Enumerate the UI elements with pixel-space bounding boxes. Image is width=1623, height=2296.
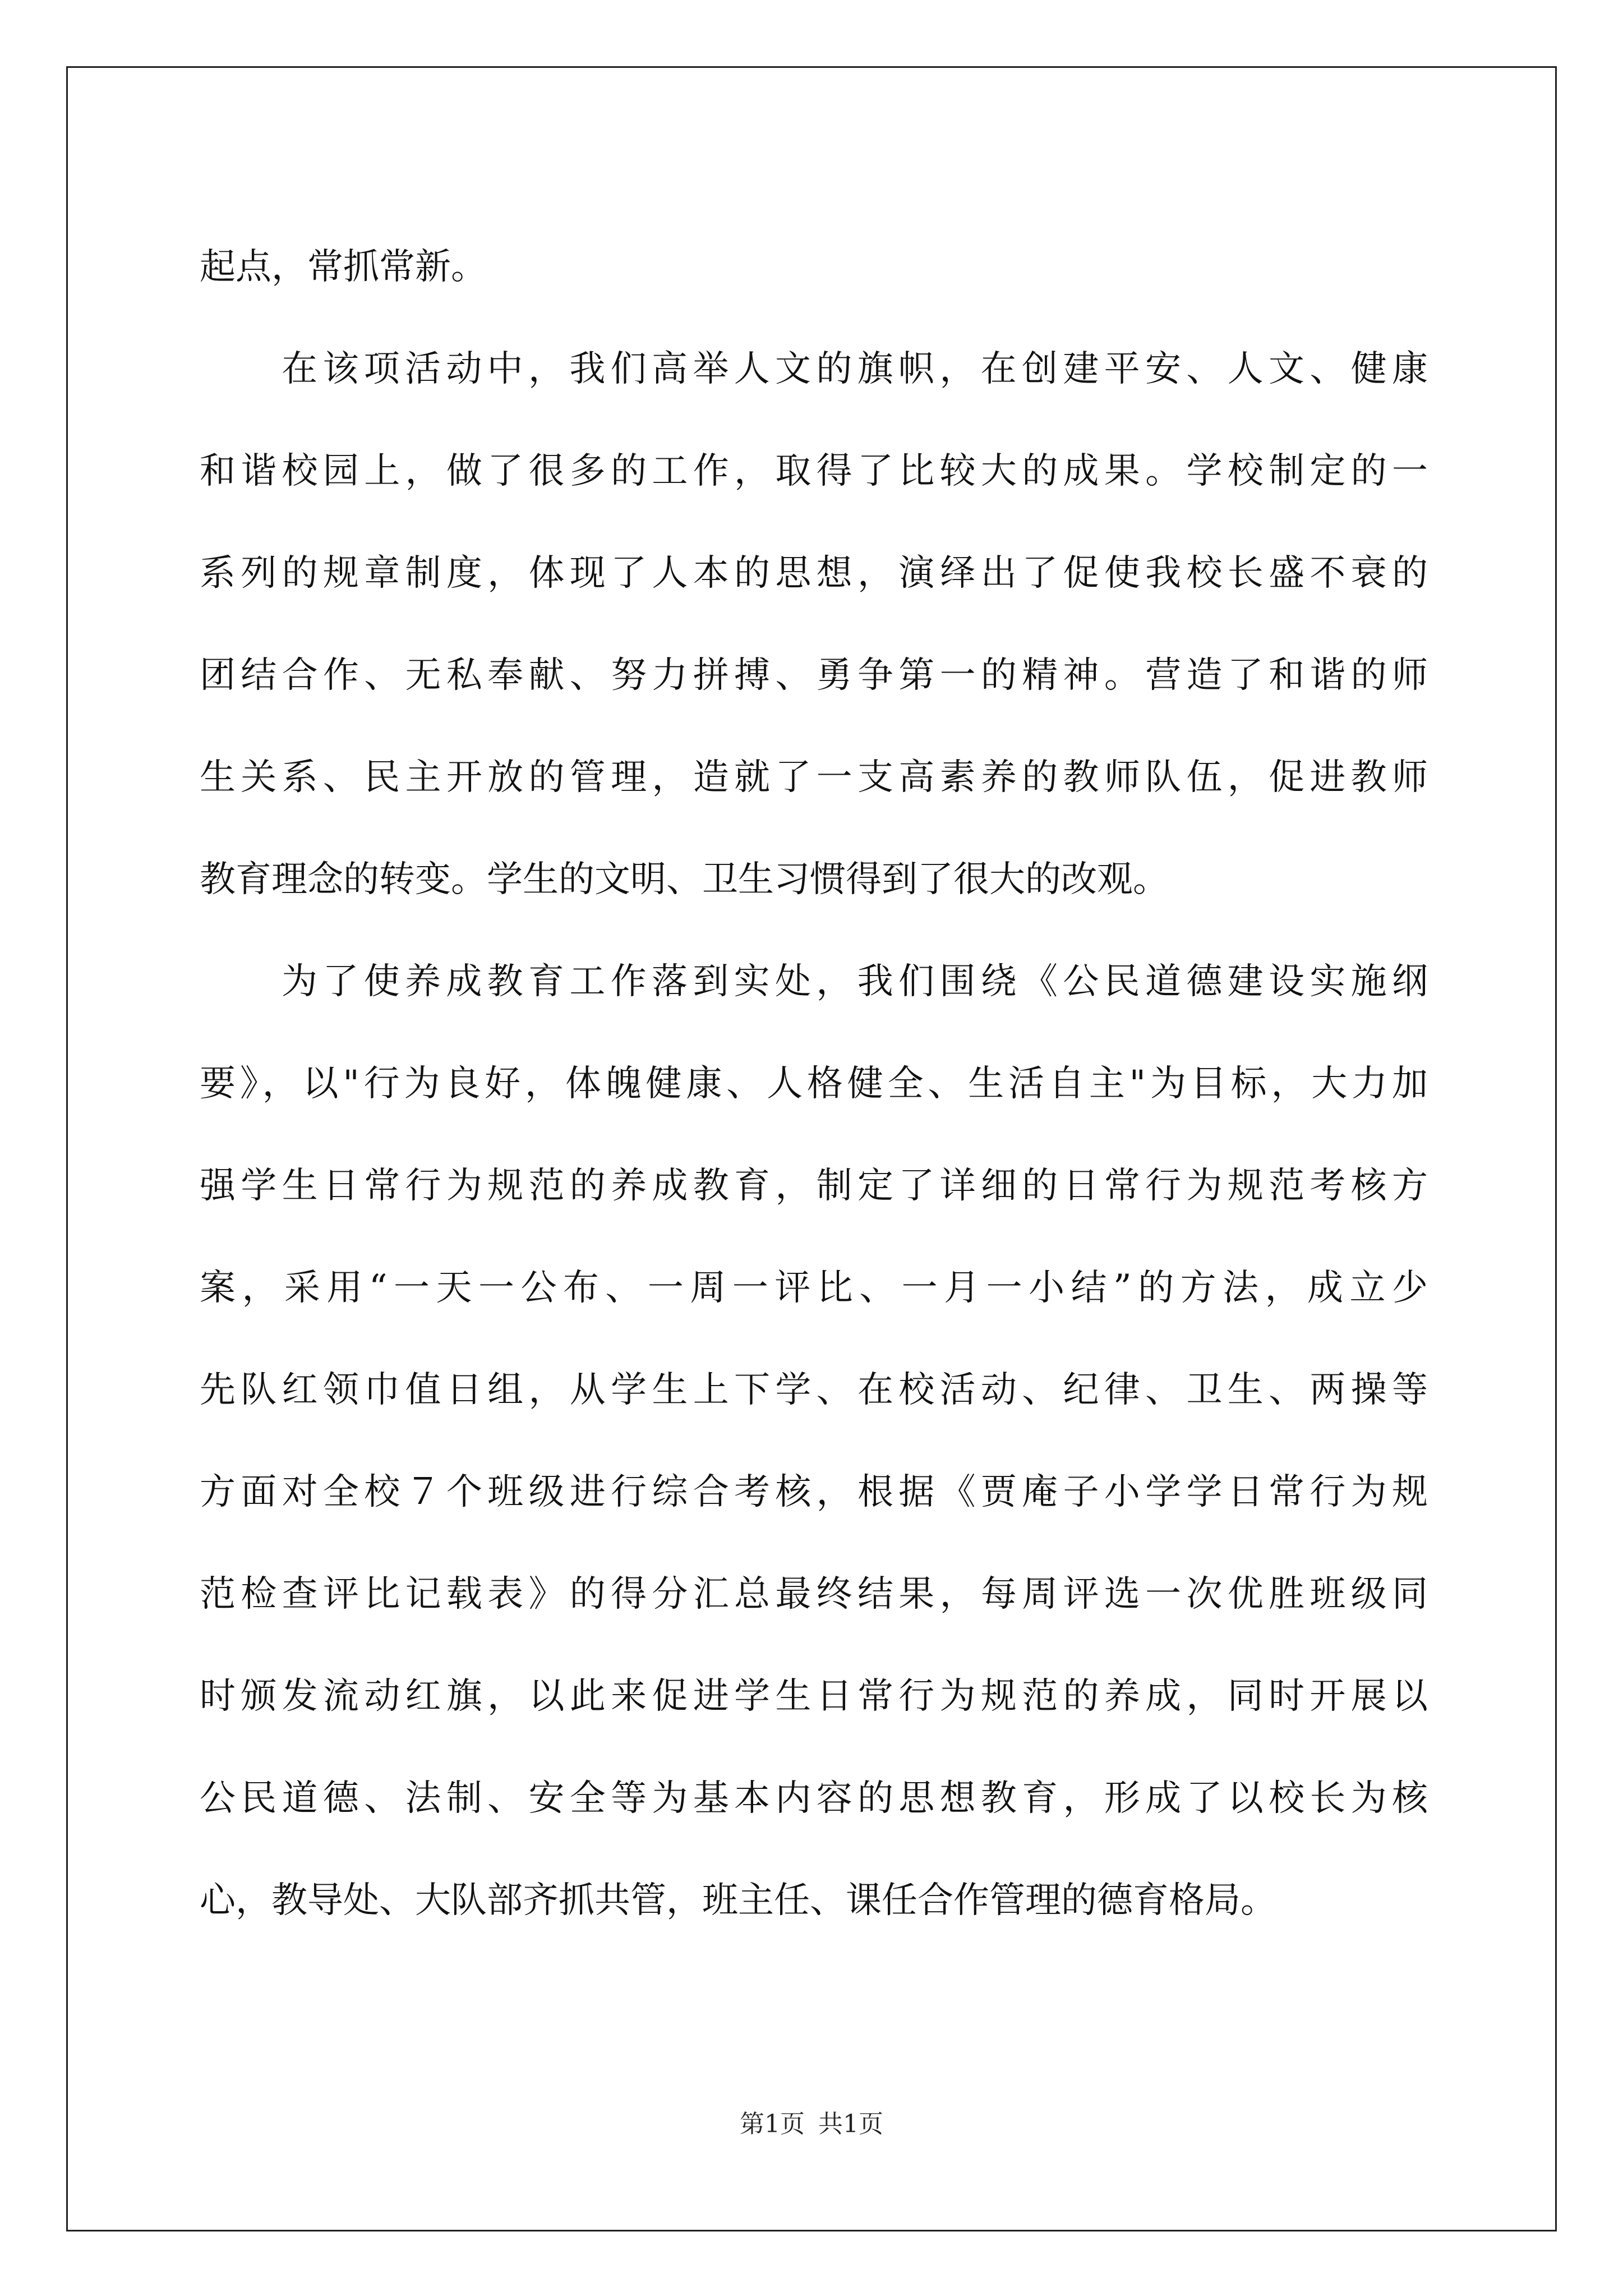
paragraph-line: 和谐校园上，做了很多的工作，取得了比较大的成果。学校制定的一: [200, 450, 1428, 492]
paragraph-line: 强学生日常行为规范的养成教育，制定了详细的日常行为规范考核方: [200, 1165, 1428, 1207]
paragraph-line: 团结合作、无私奉献、努力拼搏、勇争第一的精神。营造了和谐的师: [200, 655, 1428, 696]
paragraph-line: 要》，以"行为良好，体魄健康、人格健全、生活自主"为目标，大力加: [200, 1063, 1428, 1105]
paragraph-line: 起点，常抓常新。: [200, 246, 487, 288]
paragraph-line: 教育理念的转变。学生的文明、卫生习惯得到了很大的改观。: [200, 859, 1169, 900]
paragraph-line: 为了使养成教育工作落到实处，我们围绕《公民道德建设实施纲: [282, 961, 1428, 1002]
paragraph-line: 系列的规章制度，体现了人本的思想，演绎出了促使我校长盛不衰的: [200, 553, 1428, 594]
paragraph-line: 心，教导处、大队部齐抓共管，班主任、课任合作管理的德育格局。: [200, 1880, 1276, 1921]
paragraph-line: 公民道德、法制、安全等为基本内容的思想教育，形成了以校长为核: [200, 1778, 1428, 1819]
paragraph-line: 案，采用“一天一公布、一周一评比、一月一小结”的方法，成立少: [200, 1267, 1428, 1309]
paragraph-line: 时颁发流动红旗，以此来促进学生日常行为规范的养成，同时开展以: [200, 1676, 1428, 1717]
paragraph-line: 生关系、民主开放的管理，造就了一支高素养的教师队伍，促进教师: [200, 757, 1428, 798]
paragraph-line: 范检查评比记载表》的得分汇总最终结果，每周评选一次优胜班级同: [200, 1573, 1428, 1615]
paragraph-line: 先队红领巾值日组，从学生上下学、在校活动、纪律、卫生、两操等: [200, 1369, 1428, 1411]
page-number-footer: 第1页 共1页: [740, 2110, 883, 2138]
paragraph-line: 在该项活动中，我们高举人文的旗帜，在创建平安、人文、健康: [282, 348, 1428, 390]
document-body: [200, 216, 1428, 1952]
paragraph-line: 方面对全校７个班级进行综合考核，根据《贾庵子小学学日常行为规: [200, 1471, 1428, 1513]
